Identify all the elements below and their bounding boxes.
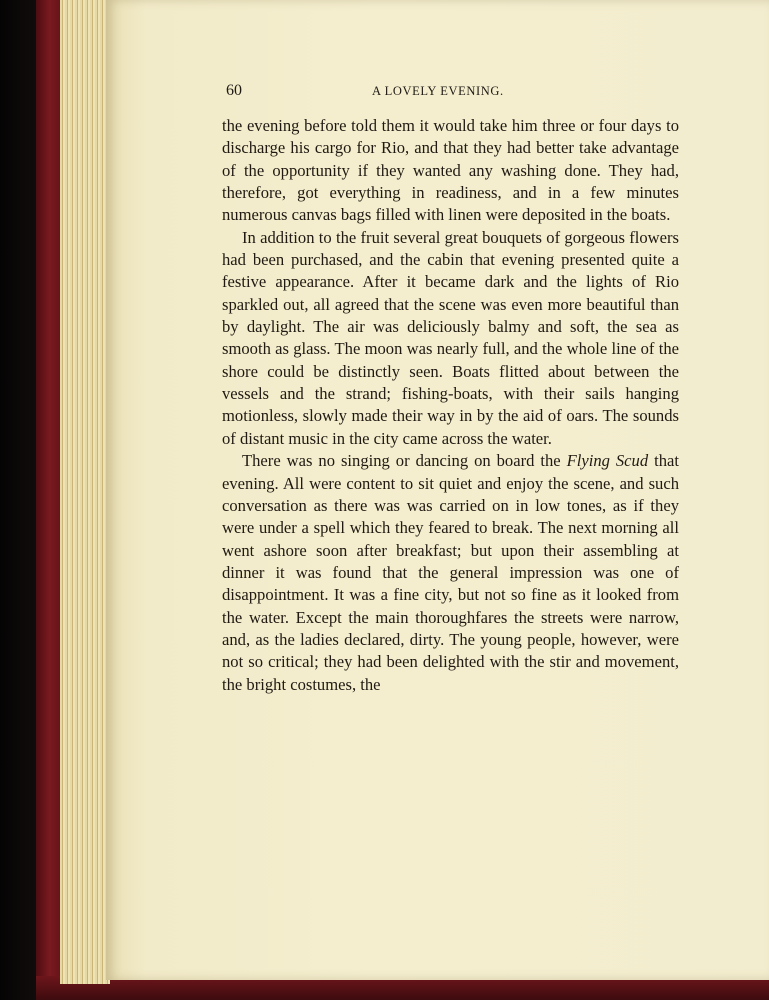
paragraph-text-before: There was no singing or dancing on board the [242,451,567,471]
background-shadow [0,0,40,1000]
body-text [222,115,679,696]
ship-name-italic: Flying Scud [566,451,649,471]
paragraph [222,450,679,696]
paragraph: In addition to the fruit several great bouquets of gorgeous flowers had been purchased, and the cabin that evening presented quite a festive appearance. After it became dark and the lights of Rio sparkled out, all agreed that the scene was even more beautiful than by daylight. The air was deliciously balmy and soft, the sea as smooth as glass. The moon was nearly full, and the whole line of the shore could be distinctly seen. Boats flitted about between the vessels and the strand; fishing-boats, with their sails hanging motionless, slowly made their way in by the aid of oars. The sounds of distant music in the city came across the water. [222,227,679,448]
paragraph-text-after: that evening. All were content to sit quiet and enjoy the scene, and such conversation as there was was carried on in low tones, as if they were under a spell which they feared to break. The next morning all went ashore soon after breakfast; but upon their assembling at dinner it was found that the general impression was one of disappointment. It was a fine city, but not so fine as it looked from the water. Except the main thoroughfares the streets were narrow, and, as the ladies declared, dirty. The young people, however, were not so critical; they had been delighted with the stir and movement, the bright costumes, the [222,451,679,694]
page-edges [60,0,110,984]
running-head [226,82,678,102]
running-head-title: A LOVELY EVENING. [372,84,504,98]
page-number: 60 [226,82,242,99]
paragraph: the evening before told them it would take him three or four days to discharge his cargo for Rio, and that they had better take advantage of the opportunity if they wanted any washing done. They had, therefore, got everything in readiness, and in a few minutes numerous canvas bags filled with linen were deposited in the boats. [222,116,679,225]
